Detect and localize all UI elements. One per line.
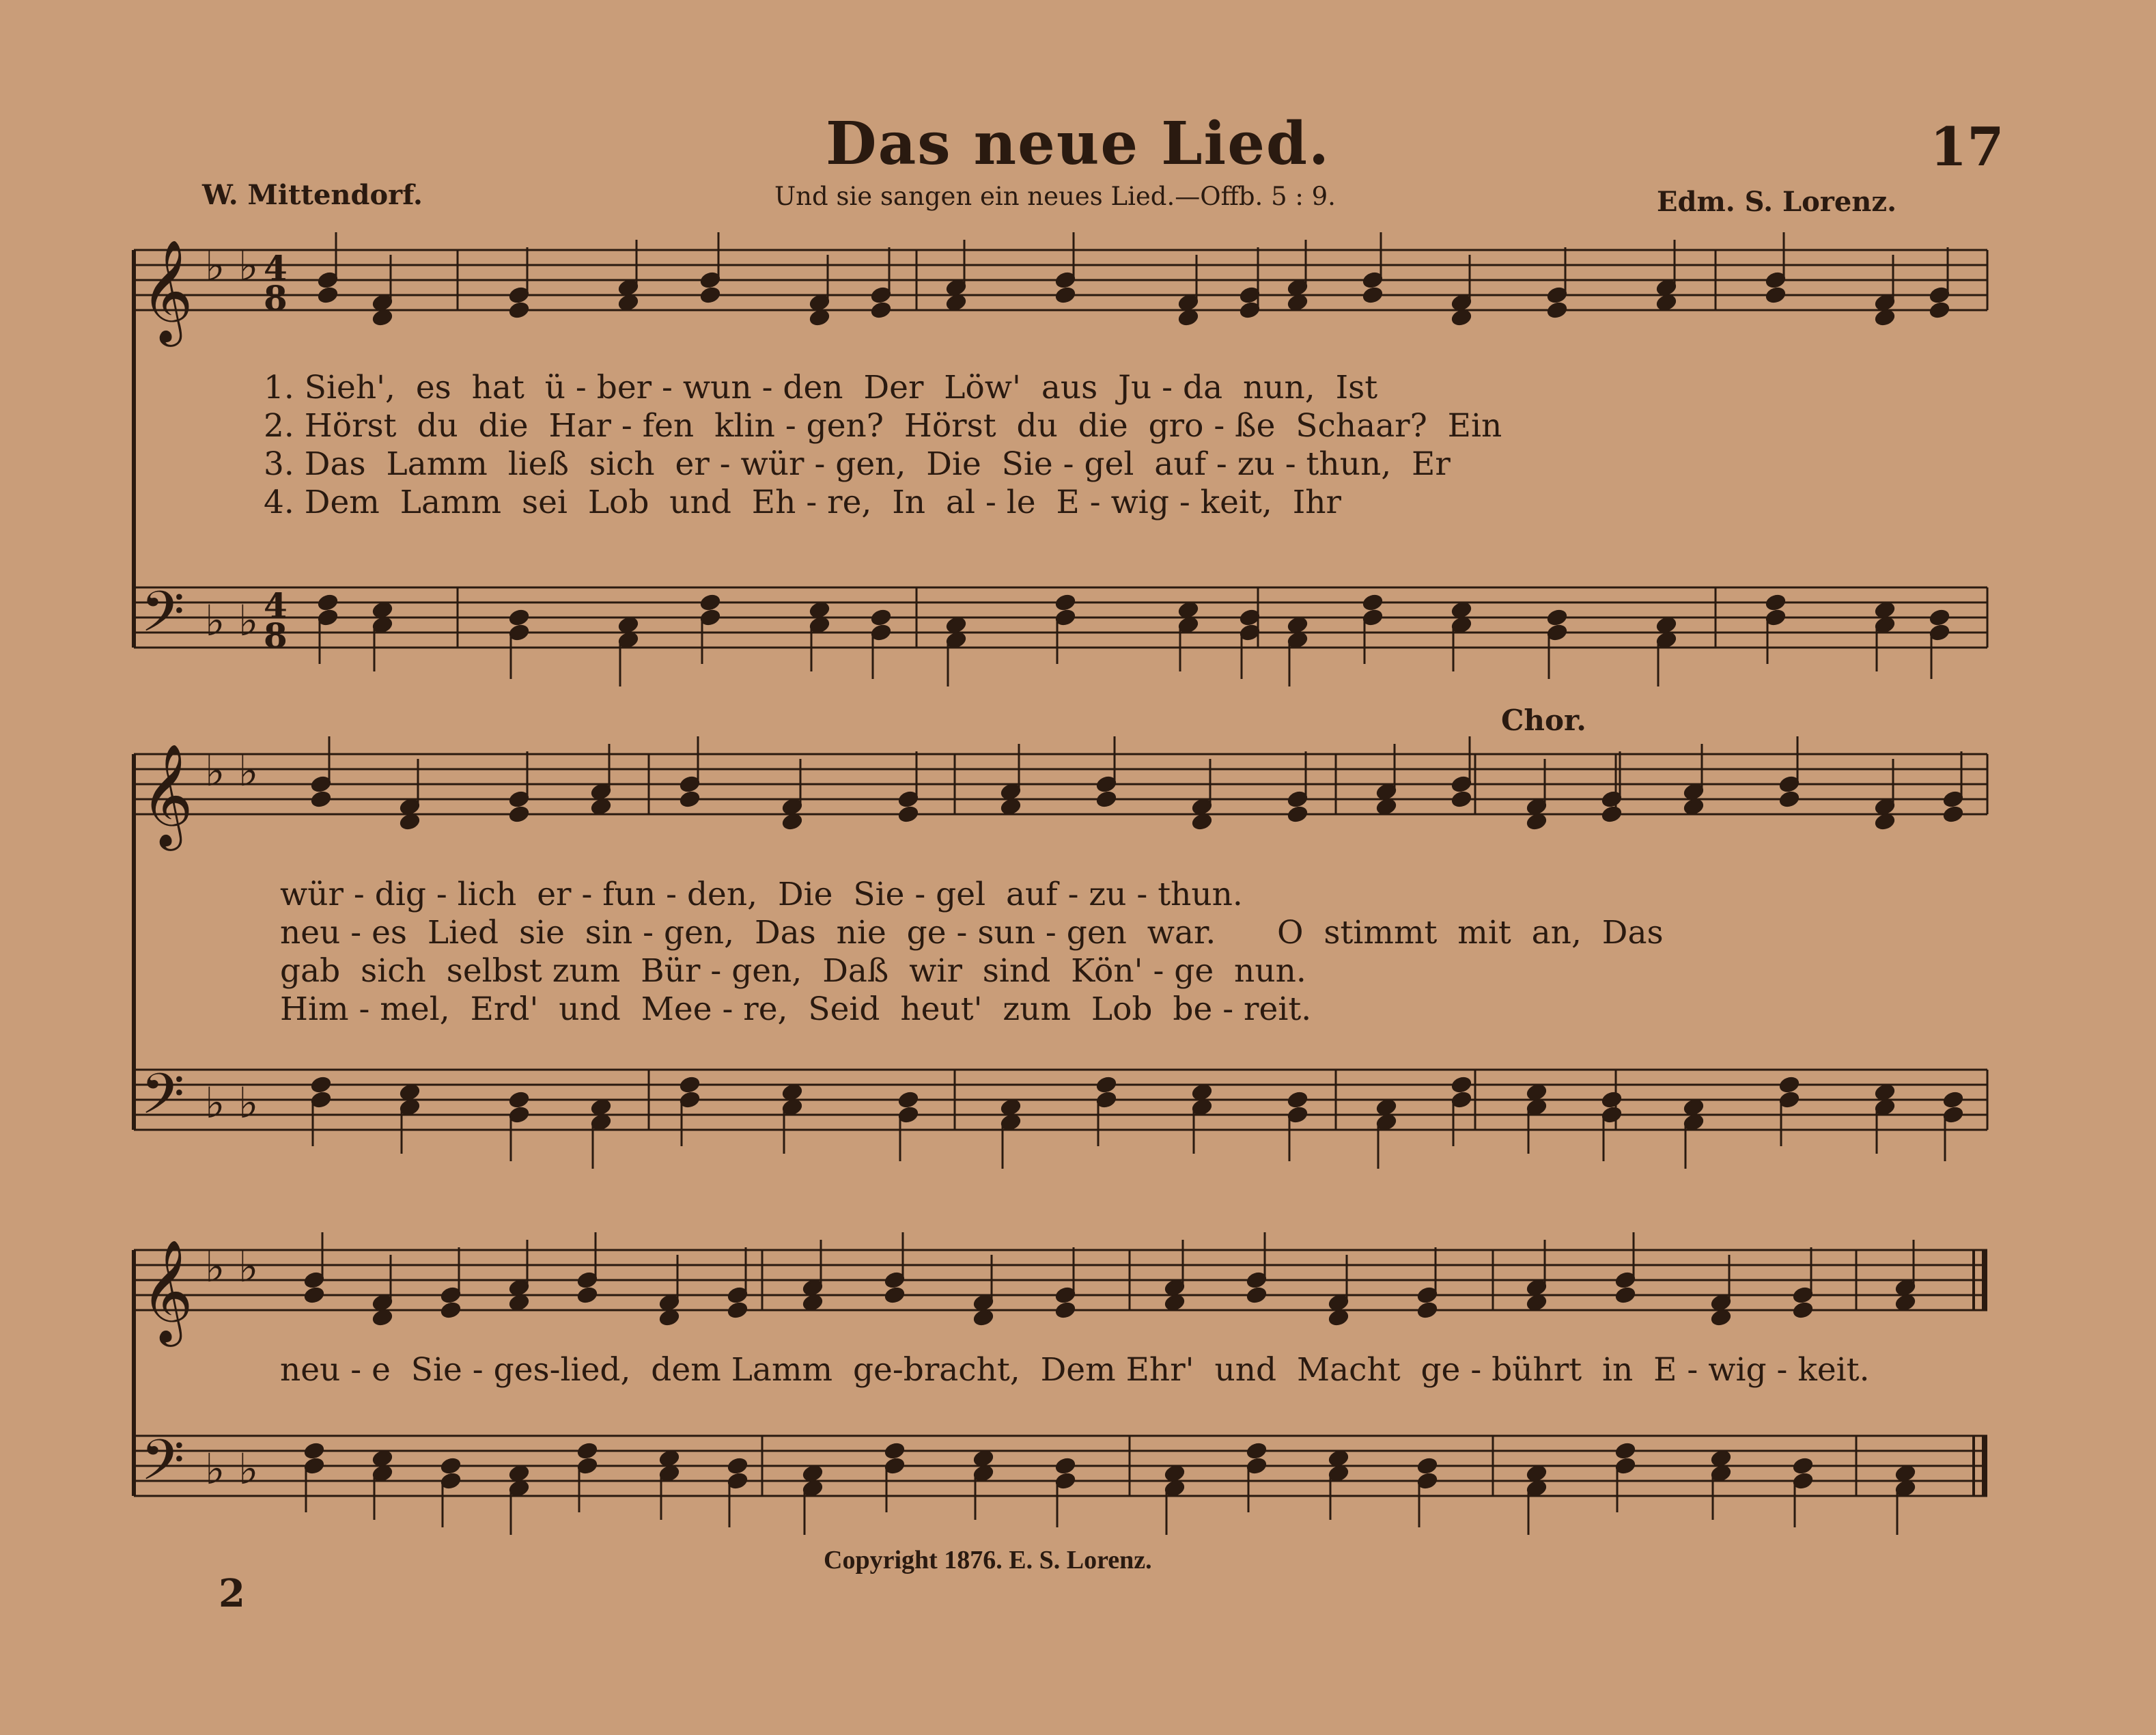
note-head bbox=[318, 609, 339, 626]
note-head bbox=[311, 775, 332, 793]
note-head bbox=[884, 1286, 906, 1304]
note-head bbox=[802, 1279, 824, 1296]
lyric-verse-4: Him - mel, Erd' und Mee - re, Seid heut' zum Lob be - reit. bbox=[280, 990, 1312, 1028]
note-head bbox=[946, 631, 967, 649]
note-head bbox=[809, 294, 830, 311]
note-head bbox=[618, 279, 639, 296]
note-head bbox=[871, 624, 892, 641]
note-head bbox=[727, 1472, 748, 1490]
note-head bbox=[973, 1465, 994, 1482]
note-head bbox=[898, 1091, 919, 1109]
note-head bbox=[440, 1301, 462, 1319]
note-head bbox=[1547, 624, 1568, 641]
note-head bbox=[782, 798, 803, 816]
note-head bbox=[400, 798, 421, 816]
note-head bbox=[1417, 1472, 1438, 1490]
svg-text:♭ ♭: ♭ ♭ bbox=[205, 1242, 259, 1292]
note-head bbox=[1526, 798, 1548, 816]
note-head bbox=[809, 309, 830, 327]
note-head bbox=[884, 1271, 906, 1289]
svg-text:8: 8 bbox=[264, 615, 288, 656]
note-head bbox=[700, 594, 721, 611]
note-head bbox=[1875, 798, 1896, 816]
note-head bbox=[1287, 1106, 1308, 1124]
note-head bbox=[1328, 1294, 1349, 1311]
note-head bbox=[1526, 1098, 1548, 1116]
bass-clef-icon: 𝄢 bbox=[141, 579, 185, 658]
lyric-verse-1: wür - dig - lich er - fun - den, Die Sie - gel auf - zu - thun. bbox=[280, 876, 1243, 913]
note-head bbox=[1765, 271, 1787, 289]
note-head bbox=[1793, 1301, 1814, 1319]
note-head bbox=[809, 616, 830, 634]
note-head bbox=[1287, 294, 1308, 311]
note-head bbox=[1240, 624, 1261, 641]
note-head bbox=[680, 1091, 701, 1109]
note-head bbox=[440, 1472, 462, 1490]
note-head bbox=[1656, 279, 1677, 296]
note-head bbox=[1683, 783, 1705, 801]
note-head bbox=[1526, 1083, 1548, 1101]
note-head bbox=[1779, 1076, 1800, 1094]
note-head bbox=[618, 631, 639, 649]
note-head bbox=[1451, 601, 1472, 619]
note-head bbox=[1240, 301, 1261, 319]
note-head bbox=[1096, 1076, 1117, 1094]
note-head bbox=[1287, 805, 1308, 823]
note-head bbox=[1178, 294, 1199, 311]
note-head bbox=[1943, 1091, 1964, 1109]
note-head bbox=[1164, 1279, 1186, 1296]
note-head bbox=[782, 1083, 803, 1101]
note-head bbox=[311, 1076, 332, 1094]
note-head bbox=[1875, 601, 1896, 619]
note-head bbox=[884, 1442, 906, 1460]
note-head bbox=[1451, 790, 1472, 808]
note-head bbox=[1895, 1294, 1916, 1311]
note-head bbox=[1246, 1271, 1268, 1289]
svg-text:♭ ♭: ♭ ♭ bbox=[205, 596, 259, 646]
note-head bbox=[1451, 1091, 1472, 1109]
note-head bbox=[809, 601, 830, 619]
note-head bbox=[946, 279, 967, 296]
note-head bbox=[372, 1449, 393, 1467]
note-head bbox=[1895, 1480, 1916, 1497]
note-head bbox=[1779, 790, 1800, 808]
note-head bbox=[871, 286, 892, 304]
svg-text:♭ ♭: ♭ ♭ bbox=[205, 1444, 259, 1494]
note-head bbox=[509, 1279, 530, 1296]
note-head bbox=[1683, 1098, 1705, 1116]
note-head bbox=[1765, 594, 1787, 611]
note-head bbox=[1192, 813, 1213, 831]
note-head bbox=[304, 1286, 325, 1304]
note-head bbox=[1178, 616, 1199, 634]
note-head bbox=[311, 790, 332, 808]
note-head bbox=[1875, 813, 1896, 831]
note-head bbox=[1192, 1098, 1213, 1116]
note-head bbox=[618, 616, 639, 634]
note-head bbox=[1000, 1113, 1022, 1131]
note-head bbox=[680, 790, 701, 808]
note-head bbox=[1711, 1309, 1732, 1327]
note-head bbox=[1362, 286, 1384, 304]
note-head bbox=[1765, 609, 1787, 626]
note-head bbox=[1178, 309, 1199, 327]
note-head bbox=[318, 286, 339, 304]
note-head bbox=[1096, 790, 1117, 808]
note-head bbox=[659, 1465, 680, 1482]
note-head bbox=[1192, 1083, 1213, 1101]
note-head bbox=[1711, 1465, 1732, 1482]
note-head bbox=[1929, 624, 1950, 641]
note-head bbox=[782, 1098, 803, 1116]
note-head bbox=[700, 286, 721, 304]
note-head bbox=[372, 1294, 393, 1311]
note-head bbox=[1779, 775, 1800, 793]
note-head bbox=[304, 1457, 325, 1475]
lyric-verse-3: 3. Das Lamm ließ sich er - wür - gen, Die Sie - gel auf - zu - thun, Er bbox=[264, 445, 1451, 483]
note-head bbox=[1246, 1286, 1268, 1304]
author-credit: Edm. S. Lorenz. bbox=[1657, 186, 1896, 218]
note-head bbox=[509, 301, 530, 319]
note-head bbox=[1376, 783, 1397, 801]
note-head bbox=[509, 790, 530, 808]
note-head bbox=[1376, 1098, 1397, 1116]
note-head bbox=[1055, 594, 1076, 611]
note-head bbox=[700, 271, 721, 289]
note-head bbox=[1287, 790, 1308, 808]
note-head bbox=[1615, 1457, 1636, 1475]
treble-clef-icon: 𝄞 bbox=[141, 742, 193, 846]
note-head bbox=[1615, 1286, 1636, 1304]
lyric-verse-2: 2. Hörst du die Har - fen klin - gen? Hörst du die gro - ße Schaar? Ein bbox=[264, 407, 1502, 445]
note-head bbox=[680, 1076, 701, 1094]
note-head bbox=[1943, 805, 1964, 823]
treble-clef-icon: 𝄞 bbox=[141, 1238, 193, 1342]
note-head bbox=[700, 609, 721, 626]
note-head bbox=[1055, 271, 1076, 289]
note-head bbox=[1779, 1091, 1800, 1109]
note-head bbox=[618, 294, 639, 311]
note-head bbox=[1656, 631, 1677, 649]
note-head bbox=[1055, 1457, 1076, 1475]
note-head bbox=[1526, 1279, 1548, 1296]
note-head bbox=[1451, 1076, 1472, 1094]
note-head bbox=[1526, 1294, 1548, 1311]
note-head bbox=[802, 1480, 824, 1497]
note-head bbox=[1615, 1271, 1636, 1289]
note-head bbox=[898, 790, 919, 808]
note-head bbox=[1376, 1113, 1397, 1131]
treble-staff-3 bbox=[134, 1250, 1987, 1310]
note-head bbox=[1451, 309, 1472, 327]
note-head bbox=[1929, 286, 1950, 304]
note-head bbox=[1246, 1442, 1268, 1460]
note-head bbox=[1526, 1465, 1548, 1482]
svg-text:♭ ♭: ♭ ♭ bbox=[205, 746, 259, 796]
note-head bbox=[1000, 783, 1022, 801]
note-head bbox=[727, 1286, 748, 1304]
note-head bbox=[1417, 1301, 1438, 1319]
note-head bbox=[372, 309, 393, 327]
note-head bbox=[1656, 294, 1677, 311]
note-head bbox=[659, 1309, 680, 1327]
note-head bbox=[898, 805, 919, 823]
note-head bbox=[591, 1113, 612, 1131]
note-head bbox=[1287, 616, 1308, 634]
lyric-chorus: neu - e Sie - ges-lied, dem Lamm ge-bracht, Dem Ehr' und Macht ge - bührt in E - wig - keit. bbox=[280, 1351, 1870, 1389]
note-head bbox=[973, 1309, 994, 1327]
note-head bbox=[1096, 1091, 1117, 1109]
note-head bbox=[1287, 279, 1308, 296]
note-head bbox=[1943, 790, 1964, 808]
note-head bbox=[1000, 798, 1022, 816]
note-head bbox=[1164, 1465, 1186, 1482]
note-head bbox=[509, 1465, 530, 1482]
page-number: 17 bbox=[1930, 116, 2004, 178]
note-head bbox=[304, 1271, 325, 1289]
note-head bbox=[1793, 1472, 1814, 1490]
note-head bbox=[1000, 1098, 1022, 1116]
note-head bbox=[509, 609, 530, 626]
note-head bbox=[1178, 601, 1199, 619]
note-head bbox=[509, 805, 530, 823]
note-head bbox=[577, 1442, 598, 1460]
note-head bbox=[1328, 1449, 1349, 1467]
note-head bbox=[1164, 1480, 1186, 1497]
note-head bbox=[1240, 286, 1261, 304]
scripture-reference: Und sie sangen ein neues Lied.—Offb. 5 : 9. bbox=[774, 182, 1336, 211]
note-head bbox=[871, 301, 892, 319]
note-head bbox=[1875, 294, 1896, 311]
note-head bbox=[1711, 1294, 1732, 1311]
note-head bbox=[727, 1457, 748, 1475]
note-head bbox=[802, 1465, 824, 1482]
note-head bbox=[509, 624, 530, 641]
note-head bbox=[1875, 1083, 1896, 1101]
note-head bbox=[318, 594, 339, 611]
note-head bbox=[1451, 775, 1472, 793]
note-head bbox=[1929, 609, 1950, 626]
note-head bbox=[1683, 798, 1705, 816]
note-head bbox=[1683, 1113, 1705, 1131]
note-head bbox=[1096, 775, 1117, 793]
note-head bbox=[1164, 1294, 1186, 1311]
note-head bbox=[1328, 1465, 1349, 1482]
note-head bbox=[1287, 1091, 1308, 1109]
note-head bbox=[871, 609, 892, 626]
note-head bbox=[1417, 1286, 1438, 1304]
note-head bbox=[1875, 1098, 1896, 1116]
note-head bbox=[946, 294, 967, 311]
note-head bbox=[400, 813, 421, 831]
note-head bbox=[1793, 1457, 1814, 1475]
note-head bbox=[1362, 271, 1384, 289]
note-head bbox=[1451, 294, 1472, 311]
note-head bbox=[1895, 1465, 1916, 1482]
treble-staff-2 bbox=[134, 754, 1987, 814]
note-head bbox=[1765, 286, 1787, 304]
note-head bbox=[509, 1091, 530, 1109]
svg-text:♭ ♭: ♭ ♭ bbox=[205, 1078, 259, 1128]
note-head bbox=[1656, 616, 1677, 634]
note-head bbox=[1526, 1480, 1548, 1497]
note-head bbox=[509, 286, 530, 304]
note-head bbox=[1055, 609, 1076, 626]
lyric-verse-4: 4. Dem Lamm sei Lob und Eh - re, In al - le E - wig - keit, Ihr bbox=[264, 484, 1342, 521]
note-head bbox=[591, 783, 612, 801]
note-head bbox=[440, 1286, 462, 1304]
hymn-title: Das neue Lied. bbox=[825, 109, 1330, 178]
bass-staff-1 bbox=[134, 587, 1987, 648]
copyright-notice: Copyright 1876. E. S. Lorenz. bbox=[824, 1546, 1152, 1574]
svg-text:8: 8 bbox=[264, 278, 288, 318]
note-head bbox=[372, 616, 393, 634]
note-head bbox=[1362, 609, 1384, 626]
note-head bbox=[1601, 790, 1623, 808]
note-head bbox=[1451, 616, 1472, 634]
note-head bbox=[1055, 1301, 1076, 1319]
note-head bbox=[1362, 594, 1384, 611]
note-head bbox=[577, 1271, 598, 1289]
note-head bbox=[1547, 301, 1568, 319]
svg-text:4: 4 bbox=[264, 248, 288, 288]
note-head bbox=[1601, 1091, 1623, 1109]
bass-staff-2 bbox=[134, 1070, 1987, 1130]
note-head bbox=[1055, 286, 1076, 304]
note-head bbox=[1601, 805, 1623, 823]
note-head bbox=[782, 813, 803, 831]
note-head bbox=[1601, 1106, 1623, 1124]
note-head bbox=[1547, 609, 1568, 626]
note-head bbox=[1192, 798, 1213, 816]
note-head bbox=[1793, 1286, 1814, 1304]
note-head bbox=[318, 271, 339, 289]
note-head bbox=[1376, 798, 1397, 816]
note-head bbox=[372, 294, 393, 311]
svg-text:4: 4 bbox=[264, 585, 288, 626]
note-head bbox=[509, 1106, 530, 1124]
note-head bbox=[884, 1457, 906, 1475]
note-head bbox=[1929, 301, 1950, 319]
note-head bbox=[727, 1301, 748, 1319]
note-head bbox=[591, 798, 612, 816]
note-head bbox=[400, 1098, 421, 1116]
note-head bbox=[400, 1083, 421, 1101]
note-head bbox=[973, 1294, 994, 1311]
note-head bbox=[440, 1457, 462, 1475]
note-head bbox=[1055, 1286, 1076, 1304]
note-head bbox=[659, 1449, 680, 1467]
note-head bbox=[1240, 609, 1261, 626]
composer-credit: W. Mittendorf. bbox=[202, 179, 423, 211]
note-head bbox=[577, 1457, 598, 1475]
note-head bbox=[509, 1294, 530, 1311]
note-head bbox=[1417, 1457, 1438, 1475]
note-head bbox=[1943, 1106, 1964, 1124]
note-head bbox=[372, 601, 393, 619]
note-head bbox=[1246, 1457, 1268, 1475]
note-head bbox=[946, 616, 967, 634]
note-head bbox=[304, 1442, 325, 1460]
note-head bbox=[1328, 1309, 1349, 1327]
note-head bbox=[1287, 631, 1308, 649]
note-head bbox=[1895, 1279, 1916, 1296]
footer-page-number: 2 bbox=[219, 1571, 245, 1616]
note-head bbox=[1615, 1442, 1636, 1460]
treble-clef-icon: 𝄞 bbox=[141, 238, 193, 342]
note-head bbox=[680, 775, 701, 793]
lyric-verse-2: neu - es Lied sie sin - gen, Das nie ge - sun - gen war. O stimmt mit an, Das bbox=[280, 914, 1664, 952]
note-head bbox=[1547, 286, 1568, 304]
note-head bbox=[311, 1091, 332, 1109]
note-head bbox=[1055, 1472, 1076, 1490]
lyric-verse-1: 1. Sieh', es hat ü - ber - wun - den Der Löw' aus Ju - da nun, Ist bbox=[264, 369, 1378, 406]
treble-staff-1 bbox=[134, 250, 1987, 310]
note-head bbox=[1711, 1449, 1732, 1467]
note-head bbox=[591, 1098, 612, 1116]
note-head bbox=[973, 1449, 994, 1467]
note-head bbox=[372, 1465, 393, 1482]
note-head bbox=[659, 1294, 680, 1311]
note-head bbox=[1875, 309, 1896, 327]
chorus-label: Chor. bbox=[1501, 704, 1586, 737]
note-head bbox=[372, 1309, 393, 1327]
note-head bbox=[577, 1286, 598, 1304]
bass-staff-3 bbox=[134, 1436, 1987, 1496]
lyric-verse-3: gab sich selbst zum Bür - gen, Daß wir sind Kön' - ge nun. bbox=[280, 952, 1306, 990]
note-head bbox=[1875, 616, 1896, 634]
svg-text:♭ ♭: ♭ ♭ bbox=[205, 240, 259, 290]
bass-clef-icon: 𝄢 bbox=[141, 1061, 185, 1141]
note-head bbox=[509, 1480, 530, 1497]
note-head bbox=[1526, 813, 1548, 831]
bass-clef-icon: 𝄢 bbox=[141, 1427, 185, 1507]
note-head bbox=[802, 1294, 824, 1311]
note-head bbox=[898, 1106, 919, 1124]
